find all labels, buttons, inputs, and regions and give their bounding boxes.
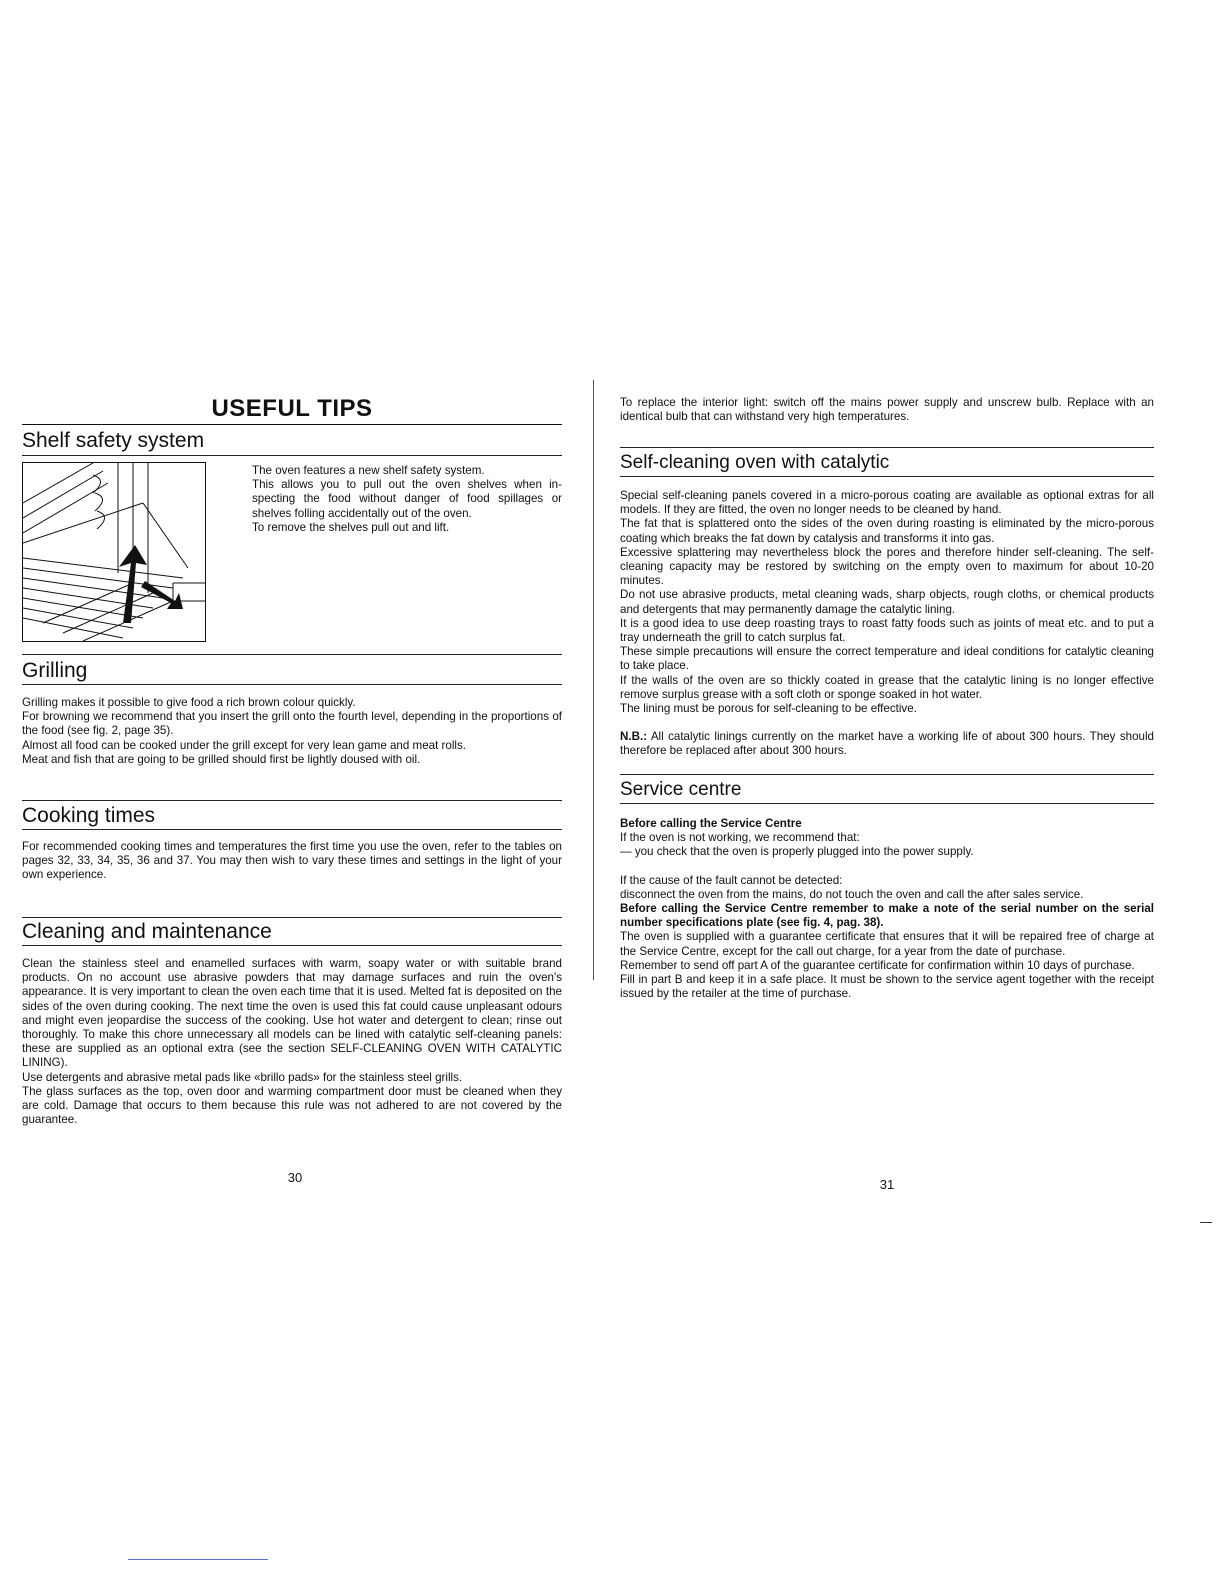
cooking-heading: Cooking times <box>22 804 156 827</box>
service-rule <box>620 803 1154 804</box>
service-heading: Service centre <box>620 779 742 800</box>
catalytic-line-5: It is a good idea to use deep roasting trays to roast fatty foods such as joints of meat etc. and to put a tray underneath the grill to catch surplus fat. <box>620 616 1154 645</box>
cleaning-text <box>22 957 562 1127</box>
cleaning-rule <box>22 945 562 946</box>
service-line-1: If the oven is not working, we recommend that: <box>620 831 860 845</box>
catalytic-text <box>620 489 1154 759</box>
service-line-2: — you check that the oven is properly plugged into the power supply. <box>620 845 974 859</box>
service-subheading: Before calling the Service Centre <box>620 817 802 830</box>
nb-text: All catalytic linings currently on the market have a working life of about 300 hours. They should therefore be replaced after about 300 hours. <box>620 730 1154 758</box>
grilling-heading: Grilling <box>22 659 88 682</box>
catalytic-line-6: These simple precautions will ensure the correct temperature and ideal conditions for catalytic cleaning to take place. <box>620 645 1154 673</box>
grilling-top-rule <box>22 654 562 655</box>
nb-paragraph <box>620 730 1154 758</box>
shelf-line-2: This allows you to pull out the oven shelves when in-specting the food without danger of food spillages or shelves folling accidentally out of the oven. <box>252 478 562 520</box>
page-number-right: 31 <box>879 1177 895 1192</box>
service-top-rule <box>620 774 1154 775</box>
cleaning-top-rule <box>22 917 562 918</box>
shelf-rule <box>22 455 562 456</box>
catalytic-heading: Self-cleaning oven with catalytic <box>620 452 890 473</box>
service-bold-note: Before calling the Service Centre remember to make a note of the serial number on the serial number specifications plate (see fig. 4, pag. 38). <box>620 902 1154 930</box>
shelf-heading: Shelf safety system <box>22 429 205 452</box>
shelf-line-3: To remove the shelves pull out and lift. <box>252 520 450 534</box>
grilling-line-4: Meat and fish that are going to be grilled should first be lightly doused with oil. <box>22 752 421 766</box>
grilling-text <box>22 696 562 767</box>
service-line-6: Remember to send off part A of the guarantee certificate for confirmation within 10 days of purchase. <box>620 958 1135 972</box>
scan-mark-bottom <box>128 1559 268 1560</box>
service-line-7: Fill in part B and keep it in a safe place. It must be shown to the service agent together with the receipt issued by the retailer at the time of purchase. <box>620 973 1154 1001</box>
shelf-text <box>252 464 562 535</box>
catalytic-line-1: Special self-cleaning panels covered in a micro-porous coating are available as optional extras for all models. If they are fitted, the oven no longer needs to be cleaned by hand. <box>620 489 1154 517</box>
catalytic-line-4: Do not use abrasive products, metal cleaning wads, sharp objects, rough cloths, or chemical products and detergents that may permanently damage the catalytic lining. <box>620 588 1154 616</box>
cooking-text: For recommended cooking times and temperatures the first time you use the oven, refer to the tables on pages 32, 33, 34, 35, 36 and 37. You may then wish to vary these times and settings in the light of your own experience. <box>22 840 562 882</box>
grilling-line-3: Almost all food can be cooked under the grill except for very lean game and meat rolls. <box>22 738 467 752</box>
catalytic-top-rule <box>620 447 1154 448</box>
catalytic-line-8: The lining must be porous for self-cleaning to be effective. <box>620 702 917 716</box>
title-rule <box>22 424 562 425</box>
service-line-3: If the cause of the fault cannot be detected: <box>620 873 843 887</box>
cooking-top-rule <box>22 800 562 801</box>
cooking-rule <box>22 829 562 830</box>
grilling-line-2: For browning we recommend that you insert the grill onto the fourth level, depending in the proportions of the food (see fig. 2, page 35). <box>22 710 562 738</box>
catalytic-line-3: Excessive splattering may nevertheless block the pores and therefore hinder self-cleaning. The self-cleaning capacity may be restored by switching on the empty oven to maximum for about 10-20 minutes. <box>620 545 1154 588</box>
nb-label: N.B.: <box>620 730 648 744</box>
center-divider <box>593 380 594 980</box>
catalytic-line-7: If the walls of the oven are so thickly coated in grease that the catalytic lining is no longer effective remove surplus grease with a soft cloth or sponge soaked in hot water. <box>620 673 1154 701</box>
scan-mark <box>1200 1222 1212 1223</box>
grilling-line-1: Grilling makes it possible to give food a rich brown colour quickly. <box>22 696 356 709</box>
grilling-rule <box>22 684 562 685</box>
cleaning-line-2: Use detergents and abrasive metal pads like «brillo pads» for the stainless steel grills. <box>22 1070 463 1084</box>
page-title: USEFUL TIPS <box>211 395 373 422</box>
catalytic-line-2: The fat that is splattered onto the sides of the oven during roasting is eliminated by the micro-porous coating which breaks the fat down by catalysis and transforms it into gas. <box>620 517 1154 545</box>
cleaning-line-3: The glass surfaces as the top, oven door and warming compartment door must be cleaned when they are cold. Damage that occurs to them because this rule was not adhered to are not covered by the guarantee. <box>22 1084 562 1127</box>
shelf-line-1: The oven features a new shelf safety system. <box>252 464 485 477</box>
service-text <box>620 817 1154 1001</box>
page-number-left: 30 <box>287 1170 303 1185</box>
cleaning-line-1: Clean the stainless steel and enamelled surfaces with warm, soapy water or with suitable brand products. On no account use abrasive powders that may damage surfaces and ruin the oven's appearance. It is very important to clean the oven each time that it is used. Melted fat is deposited on the sides of the oven during cooking. The next time the oven is used this fat could cause unpleasant odours and might even jeopardise the success of the cooking. Use hot water and detergent to clean; rinse out thoroughly. To make this chore unnecessary all models can be lined with catalytic self-cleaning panels: these are supplied as an optional extra (see the section SELF-CLEANING OVEN WITH CATALYTIC LINING). <box>22 957 562 1070</box>
cleaning-heading: Cleaning and maintenance <box>22 920 272 943</box>
service-line-4: disconnect the oven from the mains, do not touch the oven and call the after sales service. <box>620 887 1084 901</box>
service-line-5: The oven is supplied with a guarantee certificate that ensures that it will be repaired free of charge at the Service Centre, except for the call out charge, for a year from the date of purchase. <box>620 930 1154 958</box>
catalytic-rule <box>620 476 1154 477</box>
interior-light-text: To replace the interior light: switch off the mains power supply and unscrew bulb. Replace with an identical bulb that can withstand very high temperatures. <box>620 396 1154 424</box>
oven-shelf-icon <box>23 463 206 642</box>
shelf-illustration <box>22 462 206 642</box>
